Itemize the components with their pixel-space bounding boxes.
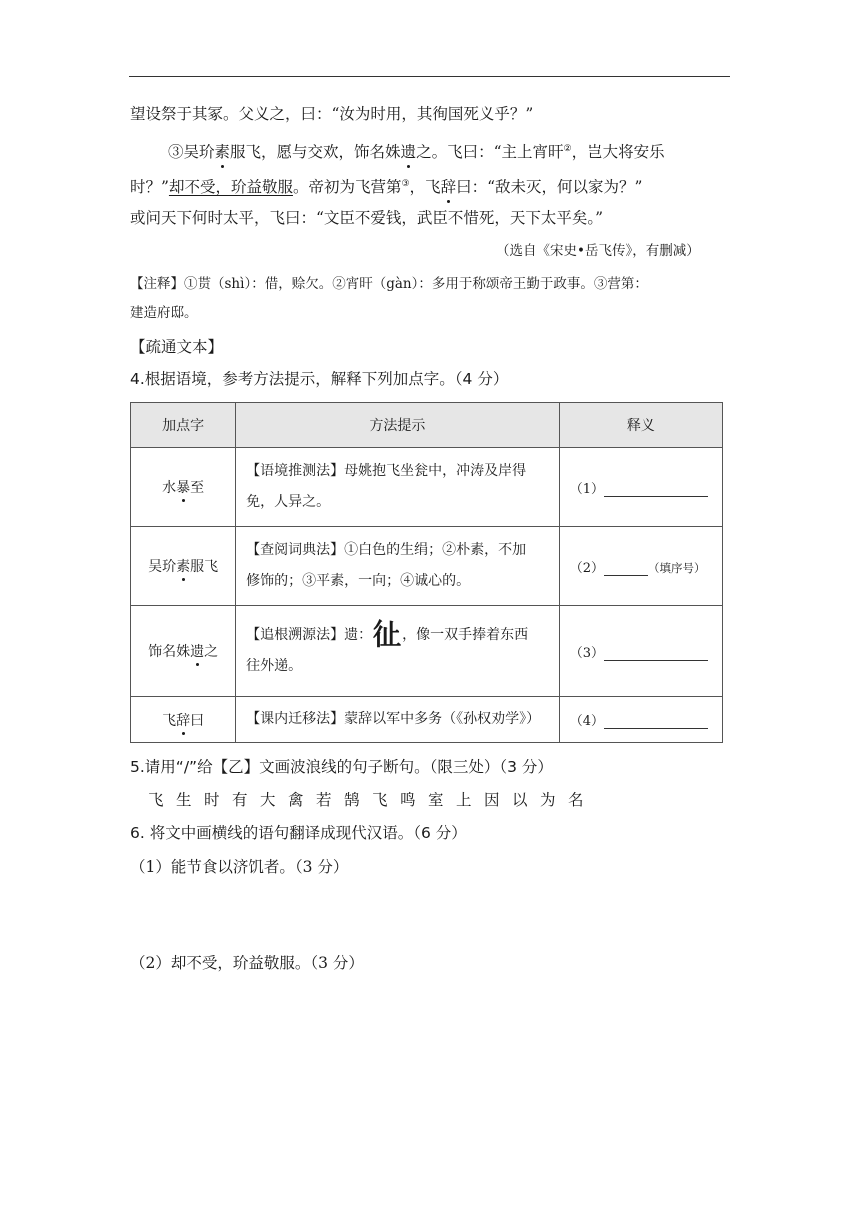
text-span: 服飞，愿与交欢，饰名姝 bbox=[230, 143, 401, 161]
q4-prompt: 4.根据语境，参考方法提示，解释下列加点字。（4 分） bbox=[130, 370, 509, 388]
hint-line: 往外递。 bbox=[246, 658, 303, 674]
answer-cell bbox=[559, 606, 722, 697]
answer-blank[interactable] bbox=[604, 646, 708, 661]
footnote-marker: ② bbox=[563, 144, 572, 154]
hint-cell bbox=[236, 527, 560, 606]
word-cell bbox=[131, 448, 236, 527]
q5-sentence: 飞生时有大禽若鹄飞鸣室上因以为名 bbox=[148, 791, 597, 809]
dotted-char: 素 bbox=[176, 556, 190, 576]
answer-blank[interactable] bbox=[604, 714, 708, 729]
text-span: 曰 bbox=[190, 712, 205, 729]
text-span: 之。飞曰：“主上宵旰 bbox=[416, 143, 564, 161]
dotted-char: 暴 bbox=[176, 477, 190, 497]
header-word: 加点字 bbox=[131, 403, 236, 448]
answer-cell bbox=[559, 697, 722, 743]
hint-line: 【查阅词典法】①白色的生绢；②朴素，不加 bbox=[246, 542, 527, 558]
text-span: ③吴玠 bbox=[168, 143, 215, 161]
hint-line: 【语境推测法】母姚抱飞坐瓮中，冲涛及岸得 bbox=[246, 463, 527, 479]
text-span: 吴玠 bbox=[148, 559, 177, 575]
hint-cell bbox=[236, 606, 560, 697]
answer-blank[interactable] bbox=[604, 561, 648, 576]
q6-prompt: 6. 将文中画横线的语句翻译成现代汉语。（6 分） bbox=[130, 824, 467, 842]
dotted-char: 遗 bbox=[400, 143, 417, 161]
header-rule bbox=[129, 76, 730, 77]
section-title: 【疏通文本】 bbox=[130, 338, 224, 356]
answer-note: （填序号） bbox=[647, 560, 706, 575]
word-cell bbox=[131, 606, 236, 697]
word-cell bbox=[131, 527, 236, 606]
answer-blank[interactable] bbox=[604, 482, 708, 497]
underlined-sentence: 却不受，玠益敬服 bbox=[168, 178, 293, 196]
table-row bbox=[131, 527, 723, 606]
q5-prompt: 5.请用“/”给【乙】文画波浪线的句子断句。（限三处）（3 分） bbox=[130, 758, 553, 776]
text-span: ，岂大将安乐 bbox=[571, 143, 665, 161]
source-citation: （选自《宋史•岳飞传》，有删减） bbox=[496, 243, 700, 259]
dotted-char: 素 bbox=[214, 143, 231, 161]
text-span: 水 bbox=[162, 480, 177, 496]
answer-cell bbox=[559, 448, 722, 527]
answer-label: （1） bbox=[569, 481, 604, 497]
text-span: ，飞 bbox=[409, 178, 441, 196]
passage-line-1: 望设祭于其冢。父义之，曰：“汝为时用，其徇国死义乎？” bbox=[130, 105, 534, 123]
text-span: 。帝初为飞营第 bbox=[292, 178, 402, 196]
hint-line bbox=[246, 620, 549, 651]
hint-cell bbox=[236, 697, 560, 743]
q6-item-1: （1）能节食以济饥者。（3 分） bbox=[130, 858, 349, 876]
seal-script-glyph: 𢓊 bbox=[372, 618, 403, 653]
text-span: 曰：“敌未灭，何以家为？” bbox=[456, 178, 643, 196]
notes-line-1: 【注释】①贳（shì）：借，赊欠。②宵旰（gàn）：多用于称颂帝王勤于政事。③营第： bbox=[130, 276, 648, 292]
table-header-row bbox=[131, 403, 723, 448]
hint-line: 免，人异之。 bbox=[246, 494, 331, 510]
dotted-char: 辞 bbox=[440, 178, 457, 196]
word-cell bbox=[131, 697, 236, 743]
dotted-char: 辞 bbox=[176, 710, 190, 730]
header-hint: 方法提示 bbox=[236, 403, 560, 448]
hint-cell bbox=[236, 448, 560, 527]
header-meaning: 释义 bbox=[559, 403, 722, 448]
text-span: 【追根溯源法】遗： bbox=[246, 627, 373, 643]
table-row bbox=[131, 448, 723, 527]
hint-line: 修饰的；③平素，一向；④诚心的。 bbox=[246, 573, 471, 589]
text-span: 时？” bbox=[130, 178, 169, 196]
footnote-marker: ③ bbox=[401, 179, 410, 189]
passage-line-3 bbox=[130, 173, 642, 198]
q4-table bbox=[130, 402, 723, 743]
table-row bbox=[131, 697, 723, 743]
text-span: 饰名姝 bbox=[148, 644, 191, 660]
text-span: 之 bbox=[204, 644, 219, 660]
answer-cell bbox=[559, 527, 722, 606]
table-row bbox=[131, 606, 723, 697]
text-span: 飞 bbox=[162, 712, 177, 729]
passage-line-2 bbox=[168, 138, 665, 163]
text-span: ，像一双手捧着东西 bbox=[402, 627, 529, 643]
answer-label: （4） bbox=[569, 714, 604, 729]
dotted-char: 遗 bbox=[190, 641, 204, 661]
text-span: 服飞 bbox=[190, 559, 219, 575]
q6-item-2: （2）却不受，玠益敬服。（3 分） bbox=[130, 954, 364, 972]
answer-label: （2） bbox=[569, 560, 604, 576]
notes-line-2: 建造府邸。 bbox=[130, 305, 198, 321]
answer-label: （3） bbox=[569, 645, 604, 661]
hint-line: 【课内迁移法】蒙辞以军中多务（《孙权劝学》） bbox=[246, 711, 541, 727]
passage-line-4: 或问天下何时太平，飞曰：“文臣不爱钱，武臣不惜死，天下太平矣。” bbox=[130, 209, 604, 227]
text-span: 至 bbox=[190, 480, 205, 496]
